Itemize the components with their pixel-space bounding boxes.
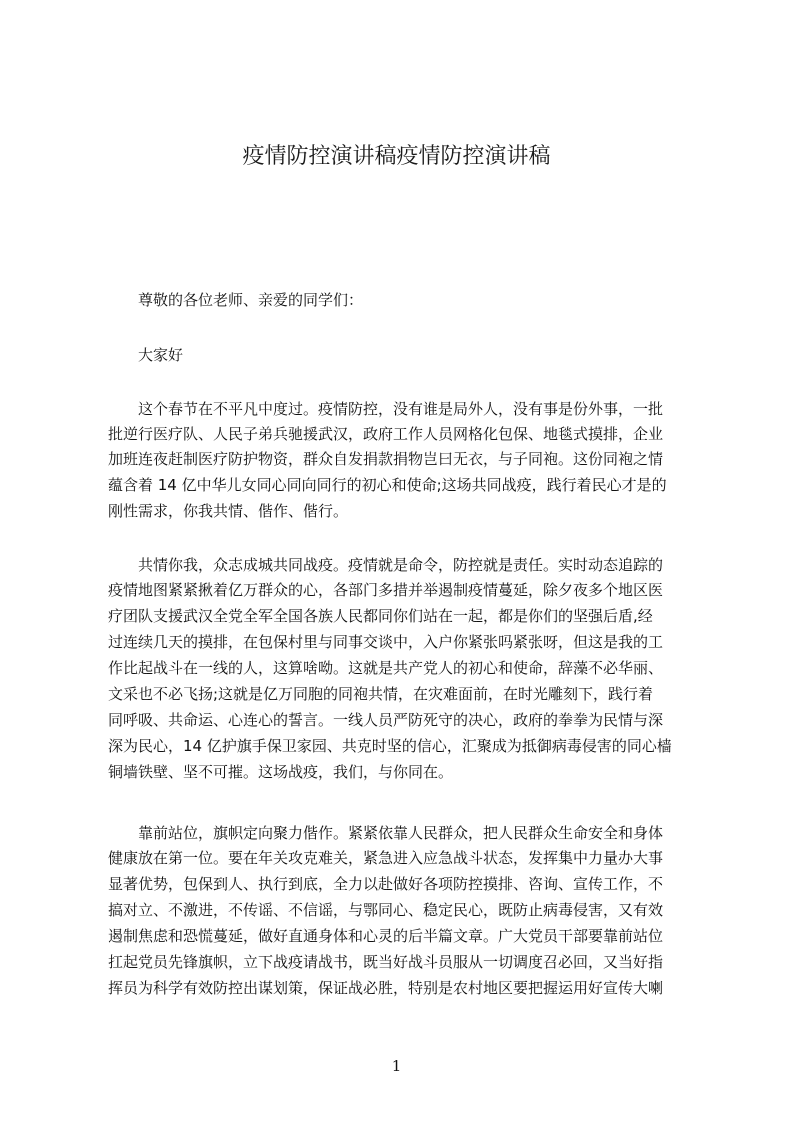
- paragraph-line: 铜墙铁壁、坚不可摧。这场战疫，我们，与你同在。: [108, 763, 454, 781]
- paragraph-line: 蕴含着 14 亿中华儿女同心同向同行的初心和使命;这场共同战疫，践行着民心才是的: [108, 476, 667, 494]
- salutation: 尊敬的各位老师、亲爱的同学们：: [138, 291, 364, 309]
- paragraph-line: 刚性需求，你我共情、偕作、偕行。: [108, 502, 349, 520]
- paragraph-line: 深为民心，14 亿护旗手保卫家园、共克时坚的信心，汇聚成为抵御病毒侵害的同心樯: [108, 737, 672, 755]
- paragraph-line: 挥员为科学有效防控出谋划策，保证战必胜，特别是农村地区要把握运用好宣传大喇: [108, 979, 664, 997]
- paragraph-line: 遏制焦虑和恐慌蔓延，做好直通身体和心灵的后半篇文章。广大党员干部要靠前站位: [108, 927, 664, 945]
- paragraph-line: 疫情地图紧紧揪着亿万群众的心，各部门多措并举遏制疫情蔓延，除夕夜多个地区医: [108, 581, 664, 599]
- paragraph-line: 扛起党员先锋旗帜，立下战疫请战书，既当好战斗员服从一切调度召必回，又当好指: [108, 953, 664, 971]
- paragraph-line: 文采也不必飞扬;这就是亿万同胞的同袍共情，在灾难面前，在时光雕刻下，践行着: [108, 685, 654, 703]
- paragraph-line: 这个春节在不平凡中度过。疫情防控，没有谁是局外人，没有事是份外事，一批: [138, 400, 664, 418]
- paragraph-line: 健康放在第一位。要在年关攻克难关，紧急进入应急战斗状态，发挥集中力量办大事: [108, 849, 664, 867]
- paragraph-line: 疗团队支援武汉全党全军全国各族人民都同你们站在一起，都是你们的坚强后盾,经: [108, 607, 653, 625]
- paragraph-line: 显著优势，包保到人、执行到底，全力以赴做好各项防控摸排、咨询、宣传工作，不: [108, 875, 664, 893]
- paragraph-line: 同呼吸、共命运、心连心的誓言。一线人员严防死守的决心，政府的拳拳为民情与深: [108, 711, 664, 729]
- greeting: 大家好: [138, 346, 184, 364]
- document-title: 疫情防控演讲稿疫情防控演讲稿: [242, 144, 551, 169]
- paragraph-line: 作比起战斗在一线的人，这算啥呦。这就是共产党人的初心和使命，辞藻不必华丽、: [108, 659, 664, 677]
- paragraph-line: 过连续几天的摸排，在包保村里与同事交谈中，入户你紧张吗紧张呀，但这是我的工: [108, 633, 664, 651]
- paragraph-line: 批逆行医疗队、人民子弟兵驰援武汉，政府工作人员网格化包保、地毯式摸排，企业: [108, 425, 664, 443]
- page-number: 1: [391, 1057, 402, 1075]
- paragraph-line: 加班连夜赶制医疗防护物资，群众自发捐款捐物岂曰无衣，与子同袍。这份同袍之情: [108, 450, 664, 468]
- paragraph-line: 靠前站位，旗帜定向聚力偕作。紧紧依靠人民群众，把人民群众生命安全和身体: [138, 824, 664, 842]
- paragraph-line: 共情你我，众志成城共同战疫。疫情就是命令，防控就是责任。实时动态追踪的: [138, 556, 664, 574]
- paragraph-line: 搞对立、不激进，不传谣、不信谣，与鄂同心、稳定民心，既防止病毒侵害，又有效: [108, 901, 664, 919]
